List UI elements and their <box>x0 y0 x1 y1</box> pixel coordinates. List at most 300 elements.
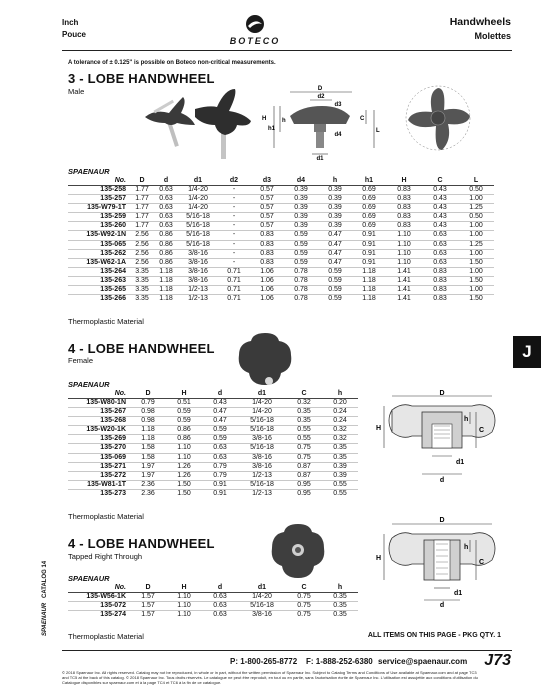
s2-label-H: H <box>376 425 382 432</box>
column-header: h <box>322 583 358 593</box>
column-header: H <box>386 176 422 186</box>
table-cell: 1.00 <box>458 286 494 295</box>
table-cell: 0.63 <box>202 444 238 453</box>
table-cell: 0.95 <box>286 489 322 498</box>
table-cell: 0.59 <box>166 417 202 426</box>
part-number-cell[interactable]: 135-257 <box>68 195 130 204</box>
table-cell: 0.57 <box>250 204 284 213</box>
footer-rule <box>62 650 512 651</box>
table-row <box>68 258 494 267</box>
section1-side-drawing <box>262 80 402 160</box>
table-cell: 0.83 <box>386 195 422 204</box>
pkg-qty-note: ALL ITEMS ON THIS PAGE - PKG QTY. 1 <box>367 632 501 639</box>
table-cell: 0.83 <box>250 249 284 258</box>
table-cell: 0.59 <box>318 286 352 295</box>
section-tab-j[interactable]: J <box>513 336 541 368</box>
table-cell: 1.06 <box>250 295 284 304</box>
table-cell: 1.57 <box>130 611 166 620</box>
table-cell: 1.41 <box>386 267 422 276</box>
side-catalog-label: CATALOG 14 <box>42 560 48 598</box>
dim-label-h1: h1 <box>268 126 276 132</box>
part-number-cell[interactable]: 135-265 <box>68 286 130 295</box>
table-row <box>68 276 494 285</box>
table-cell: 5/16-18 <box>238 417 286 426</box>
table-cell: 2.56 <box>130 231 154 240</box>
column-header: d4 <box>284 176 318 186</box>
part-number-cell[interactable]: 135-072 <box>68 602 130 611</box>
table-cell: 2.56 <box>130 240 154 249</box>
table-cell: 0.63 <box>422 240 458 249</box>
table-cell: 0.57 <box>250 186 284 195</box>
table-cell: 0.39 <box>318 222 352 231</box>
part-number-cell[interactable]: 135-264 <box>68 267 130 276</box>
table-row <box>68 480 358 489</box>
table-cell: 1.10 <box>166 453 202 462</box>
dim-label-D: D <box>317 86 323 92</box>
table-cell: 1.97 <box>130 462 166 471</box>
section3-product-image <box>266 520 330 582</box>
table-cell: - <box>218 249 250 258</box>
table-cell: 0.39 <box>284 186 318 195</box>
table-cell: 1.26 <box>166 471 202 480</box>
s2-label-C: C <box>479 427 485 434</box>
table-cell: 1.77 <box>130 222 154 231</box>
column-header: C <box>422 176 458 186</box>
table-cell: 3/8-16 <box>238 453 286 462</box>
table-cell: 0.63 <box>202 611 238 620</box>
table-cell: 0.83 <box>386 222 422 231</box>
table-cell: 1/2-13 <box>238 471 286 480</box>
s2-label-h: h <box>464 416 469 423</box>
table-cell: 0.91 <box>352 258 386 267</box>
dim-label-L: L <box>376 128 380 134</box>
column-header: d <box>202 583 238 593</box>
table-cell: 1.41 <box>386 295 422 304</box>
table-cell: 1/4-20 <box>178 186 218 195</box>
table-cell: 1.50 <box>458 276 494 285</box>
table-cell: 0.50 <box>458 186 494 195</box>
table-cell: 3/8-16 <box>238 462 286 471</box>
part-number-cell[interactable]: 135-065 <box>68 240 130 249</box>
section2-table-body <box>68 389 358 498</box>
footer-phone <box>230 657 297 666</box>
table-row <box>68 602 358 611</box>
table-cell: 0.39 <box>284 195 318 204</box>
s2-label-d1: d1 <box>456 459 465 466</box>
table-cell: 0.35 <box>286 408 322 417</box>
table-cell: 0.35 <box>322 602 358 611</box>
part-number-cell[interactable]: 135-258 <box>68 186 130 195</box>
table-cell: 0.39 <box>318 213 352 222</box>
table-cell: 0.63 <box>202 602 238 611</box>
column-header: h <box>318 176 352 186</box>
table-cell: 0.39 <box>318 186 352 195</box>
table-cell: 0.71 <box>218 267 250 276</box>
section1-title: 3 - LOBE HANDWHEEL <box>68 71 215 86</box>
table-cell: 1.18 <box>154 267 178 276</box>
dim-label-d3: d3 <box>334 102 342 108</box>
table-cell: 0.63 <box>202 593 238 602</box>
part-number-cell[interactable]: 135-262 <box>68 249 130 258</box>
table-cell: 0.43 <box>422 204 458 213</box>
part-number-cell[interactable]: 135-266 <box>68 295 130 304</box>
table-cell: 0.95 <box>286 480 322 489</box>
part-number-cell[interactable]: 135-271 <box>68 462 130 471</box>
table-cell: 1.00 <box>458 231 494 240</box>
s3-label-d: d <box>439 602 445 608</box>
table-row <box>68 611 358 620</box>
table-cell: 0.47 <box>202 417 238 426</box>
table-cell: 1/4-20 <box>178 195 218 204</box>
table-cell: 1.50 <box>458 258 494 267</box>
section1-subtitle: Male <box>68 87 85 96</box>
section1-top-drawing <box>398 80 478 160</box>
section1-table <box>68 176 494 303</box>
table-cell: 3/8-16 <box>178 258 218 267</box>
table-cell: 1.18 <box>130 435 166 444</box>
table-cell: 1.00 <box>458 195 494 204</box>
dim-label-d1: d1 <box>316 156 324 160</box>
table-cell: 2.36 <box>130 480 166 489</box>
tolerance-note: A tolerance of ± 0.125" is possible on Boteco non-critical measurements. <box>68 60 276 66</box>
table-cell: 0.39 <box>284 213 318 222</box>
table-cell: 5/16-18 <box>238 602 286 611</box>
section3-dimension-drawing <box>372 508 512 608</box>
table-cell: 0.43 <box>422 186 458 195</box>
table-row <box>68 435 358 444</box>
table-cell: 0.55 <box>322 480 358 489</box>
footer-fax <box>306 657 373 666</box>
table-cell: 0.83 <box>386 204 422 213</box>
section2-subtitle: Female <box>68 356 94 365</box>
part-number-cell[interactable]: 135-W80-1N <box>68 399 130 408</box>
table-cell: 0.63 <box>154 222 178 231</box>
table-row <box>68 417 358 426</box>
table-cell: 3/8-16 <box>178 267 218 276</box>
table-cell: 1.58 <box>130 453 166 462</box>
table-cell: 5/16-18 <box>238 426 286 435</box>
table-cell: 0.32 <box>322 435 358 444</box>
part-number-cell[interactable]: 135-273 <box>68 489 130 498</box>
part-number-cell[interactable]: 135-069 <box>68 453 130 462</box>
column-header: No. <box>68 583 130 593</box>
table-cell: 1.77 <box>130 204 154 213</box>
table-header-row <box>68 176 494 186</box>
table-cell: 0.91 <box>352 249 386 258</box>
table-row <box>68 426 358 435</box>
column-header: d1 <box>238 583 286 593</box>
table-cell: 1.06 <box>250 267 284 276</box>
table-cell: 1.57 <box>130 593 166 602</box>
part-number-cell[interactable]: 135-272 <box>68 471 130 480</box>
section3-material: Thermoplastic Material <box>68 632 144 641</box>
s3-label-h: h <box>464 544 469 551</box>
table-cell: 1.57 <box>130 602 166 611</box>
table-cell: 3/8-16 <box>178 276 218 285</box>
table-cell: 5/16-18 <box>178 240 218 249</box>
table-cell: 0.83 <box>386 186 422 195</box>
table-cell: 0.39 <box>322 462 358 471</box>
table-cell: 0.59 <box>284 231 318 240</box>
table-cell: 1.50 <box>458 295 494 304</box>
s3-label-D: D <box>439 517 445 524</box>
table-cell: 0.87 <box>286 462 322 471</box>
table-cell: 0.83 <box>250 258 284 267</box>
table-row <box>68 186 494 195</box>
table-cell: 0.47 <box>318 249 352 258</box>
column-header: No. <box>68 389 130 399</box>
table-cell: 0.35 <box>322 593 358 602</box>
table-cell: 0.43 <box>422 213 458 222</box>
table-cell: 0.57 <box>250 195 284 204</box>
table-cell: 0.86 <box>154 258 178 267</box>
table-cell: 1.18 <box>154 276 178 285</box>
table-cell: 0.43 <box>202 399 238 408</box>
header-pouce: Pouce <box>62 30 87 39</box>
table-cell: 0.69 <box>352 204 386 213</box>
column-header: d <box>154 176 178 186</box>
table-header-row <box>68 389 358 399</box>
table-cell: 0.55 <box>286 426 322 435</box>
table-cell: 0.91 <box>352 240 386 249</box>
table-cell: 1/4-20 <box>238 399 286 408</box>
table-cell: 0.98 <box>130 417 166 426</box>
table-cell: 0.35 <box>322 453 358 462</box>
table-cell: - <box>218 186 250 195</box>
table-cell: 0.35 <box>322 611 358 620</box>
table-cell: 0.59 <box>166 408 202 417</box>
part-number-cell[interactable]: 135-W79-1T <box>68 204 130 213</box>
table-cell: 0.47 <box>318 231 352 240</box>
table-row <box>68 462 358 471</box>
table-cell: 0.91 <box>352 231 386 240</box>
table-cell: 0.75 <box>286 444 322 453</box>
table-cell: 0.83 <box>422 267 458 276</box>
table-cell: 0.24 <box>322 408 358 417</box>
section2-material: Thermoplastic Material <box>68 512 144 521</box>
table-cell: 3/8-16 <box>178 249 218 258</box>
s2-label-D: D <box>439 390 445 397</box>
column-header: h1 <box>352 176 386 186</box>
part-number-cell[interactable]: 135-269 <box>68 435 130 444</box>
column-header: d <box>202 389 238 399</box>
dim-label-d4: d4 <box>334 132 342 138</box>
table-cell: 0.55 <box>286 435 322 444</box>
part-number-cell[interactable]: 135-260 <box>68 222 130 231</box>
column-header: No. <box>68 176 130 186</box>
table-cell: 1.18 <box>154 295 178 304</box>
table-cell: 0.83 <box>386 213 422 222</box>
table-cell: - <box>218 231 250 240</box>
column-header: C <box>286 389 322 399</box>
table-cell: 1.25 <box>458 204 494 213</box>
table-cell: 1.50 <box>166 489 202 498</box>
phone-number[interactable]: 1-800-265-8772 <box>240 657 298 666</box>
part-number-cell[interactable]: 135-270 <box>68 444 130 453</box>
table-row <box>68 213 494 222</box>
part-number-cell[interactable]: 135-268 <box>68 417 130 426</box>
table-cell: 0.87 <box>286 471 322 480</box>
table-cell: 3.35 <box>130 295 154 304</box>
column-header: L <box>458 176 494 186</box>
logo-text: BOTECO <box>229 36 281 46</box>
part-number-cell[interactable]: 135-W81-1T <box>68 480 130 489</box>
section1-table-body <box>68 176 494 303</box>
table-cell: 0.78 <box>284 267 318 276</box>
table-cell: 0.63 <box>422 249 458 258</box>
table-cell: 0.63 <box>422 231 458 240</box>
table-cell: 2.36 <box>130 489 166 498</box>
table-cell: 1.10 <box>166 444 202 453</box>
column-header: d1 <box>178 176 218 186</box>
section3-table <box>68 583 358 619</box>
table-cell: 1.18 <box>352 295 386 304</box>
column-header: h <box>322 389 358 399</box>
table-cell: 1/2-13 <box>178 286 218 295</box>
table-cell: 0.47 <box>318 240 352 249</box>
table-cell: 0.59 <box>284 240 318 249</box>
table-cell: 0.78 <box>284 276 318 285</box>
table-row <box>68 286 494 295</box>
table-row <box>68 195 494 204</box>
table-cell: 1.10 <box>386 240 422 249</box>
table-cell: 0.24 <box>322 417 358 426</box>
table-row <box>68 408 358 417</box>
section1-product-image <box>125 83 260 163</box>
table-cell: 1.41 <box>386 286 422 295</box>
table-cell: 0.79 <box>202 471 238 480</box>
table-cell: 0.32 <box>286 399 322 408</box>
table-cell: - <box>218 222 250 231</box>
table-cell: 1.18 <box>130 426 166 435</box>
part-number-cell[interactable]: 135-263 <box>68 276 130 285</box>
boteco-logo <box>190 14 320 48</box>
table-cell: 0.79 <box>202 462 238 471</box>
table-cell: 0.69 <box>352 195 386 204</box>
table-cell: 0.75 <box>286 593 322 602</box>
table-cell: 1.10 <box>386 231 422 240</box>
header-handwheels: Handwheels <box>449 16 511 28</box>
table-cell: 1.50 <box>166 480 202 489</box>
section3-table-body <box>68 583 358 619</box>
table-cell: 0.35 <box>286 417 322 426</box>
column-header: H <box>166 583 202 593</box>
table-cell: 1/4-20 <box>238 593 286 602</box>
dim-label-h: h <box>282 118 286 124</box>
header-molettes: Molettes <box>474 31 511 41</box>
s3-label-H: H <box>376 555 382 562</box>
table-cell: 0.63 <box>202 453 238 462</box>
column-header: D <box>130 176 154 186</box>
table-cell: 0.57 <box>250 222 284 231</box>
column-header: d3 <box>250 176 284 186</box>
table-row <box>68 399 358 408</box>
table-cell: 1.41 <box>386 276 422 285</box>
part-number-cell[interactable]: 135-W56-1K <box>68 593 130 602</box>
table-cell: 1.10 <box>166 593 202 602</box>
table-cell: 0.91 <box>202 480 238 489</box>
table-cell: 0.83 <box>250 240 284 249</box>
table-cell: 1.77 <box>130 186 154 195</box>
table-cell: 0.47 <box>202 408 238 417</box>
column-header: D <box>130 583 166 593</box>
table-cell: 0.59 <box>318 267 352 276</box>
table-cell: 1.10 <box>386 258 422 267</box>
table-cell: 5/16-18 <box>238 480 286 489</box>
header-rule <box>62 50 512 51</box>
table-cell: 0.59 <box>284 258 318 267</box>
column-header: H <box>166 389 202 399</box>
part-number-cell[interactable]: 135-W92-1N <box>68 231 130 240</box>
table-cell: 0.39 <box>318 195 352 204</box>
table-cell: 0.59 <box>284 249 318 258</box>
table-row <box>68 489 358 498</box>
table-cell: 5/16-18 <box>178 231 218 240</box>
table-cell: 0.43 <box>422 195 458 204</box>
page-number: J73 <box>484 652 511 669</box>
dim-label-d2: d2 <box>317 94 325 100</box>
column-header: d1 <box>238 389 286 399</box>
table-cell: 5/16-18 <box>238 444 286 453</box>
table-row <box>68 267 494 276</box>
table-cell: 0.63 <box>154 204 178 213</box>
table-cell: 0.39 <box>322 471 358 480</box>
table-cell: - <box>218 258 250 267</box>
section2-dimension-drawing <box>372 390 512 490</box>
table-cell: 1.06 <box>250 286 284 295</box>
footer-email[interactable]: service@spaenaur.com <box>378 657 468 666</box>
table-cell: 0.86 <box>154 240 178 249</box>
part-number-cell[interactable]: 135-W20-1K <box>68 426 130 435</box>
table-cell: 0.71 <box>218 295 250 304</box>
s3-label-d1: d1 <box>454 590 463 597</box>
table-cell: - <box>218 204 250 213</box>
table-cell: 0.79 <box>130 399 166 408</box>
table-cell: 0.98 <box>130 408 166 417</box>
table-cell: 1.00 <box>458 267 494 276</box>
section1-material: Thermoplastic Material <box>68 317 144 326</box>
table-row <box>68 249 494 258</box>
table-cell: 1/4-20 <box>178 204 218 213</box>
table-cell: 0.63 <box>422 258 458 267</box>
table-cell: 1.10 <box>166 611 202 620</box>
table-cell: 0.75 <box>286 611 322 620</box>
column-header: d2 <box>218 176 250 186</box>
part-number-cell[interactable]: 135-274 <box>68 611 130 620</box>
section2-title: 4 - LOBE HANDWHEEL <box>68 341 215 356</box>
part-number-cell[interactable]: 135-259 <box>68 213 130 222</box>
table-row <box>68 295 494 304</box>
phone-label: P: <box>230 657 238 666</box>
part-number-cell[interactable]: 135-W62-1A <box>68 258 130 267</box>
table-cell: 1.00 <box>458 249 494 258</box>
table-cell: 0.69 <box>352 222 386 231</box>
table-row <box>68 222 494 231</box>
table-cell: - <box>218 240 250 249</box>
section3-brand: SPAENAUR <box>68 574 110 583</box>
table-cell: 1.10 <box>386 249 422 258</box>
table-cell: 1.26 <box>166 462 202 471</box>
table-cell: 0.86 <box>154 231 178 240</box>
table-cell: 0.86 <box>154 249 178 258</box>
part-number-cell[interactable]: 135-267 <box>68 408 130 417</box>
table-cell: 1.10 <box>166 602 202 611</box>
table-cell: 1.18 <box>352 286 386 295</box>
s2-label-d: d <box>439 477 445 484</box>
fax-number: 1-888-252-6380 <box>315 657 373 666</box>
table-cell: 1/2-13 <box>178 295 218 304</box>
column-header: D <box>130 389 166 399</box>
